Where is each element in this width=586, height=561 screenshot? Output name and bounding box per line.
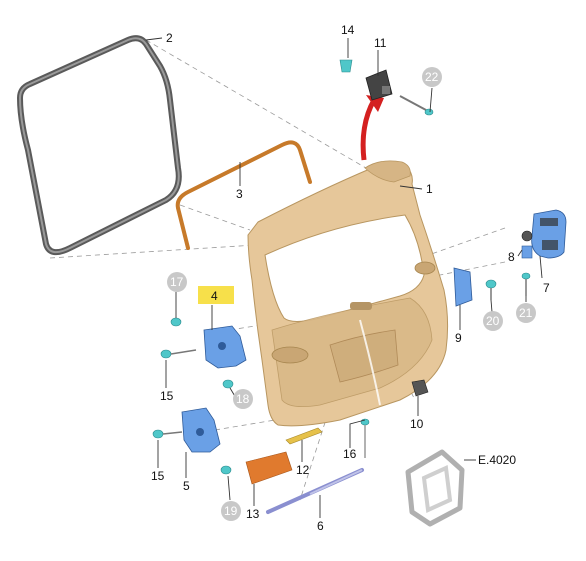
lower-hinge-part	[182, 408, 220, 452]
callout-1: 1	[426, 182, 433, 196]
callout-18: 18	[236, 392, 250, 406]
callout-13: 13	[246, 507, 260, 521]
pad-13	[246, 452, 292, 484]
fastener-19	[221, 466, 231, 474]
callout-15-lower: 15	[151, 469, 165, 483]
install-direction-arrow	[363, 95, 384, 160]
striker-part	[454, 268, 472, 306]
callout-6: 6	[317, 519, 324, 533]
callout-14: 14	[341, 23, 355, 37]
latch-bolt-8	[522, 231, 532, 258]
callout-16: 16	[343, 447, 357, 461]
fastener-15-upper	[161, 350, 196, 358]
fastener-21	[522, 273, 530, 296]
fastener-15-lower	[153, 430, 182, 438]
callout-22: 22	[425, 70, 439, 84]
fastener-20	[486, 280, 496, 300]
callout-10: 10	[410, 417, 424, 431]
callout-17: 17	[170, 275, 184, 289]
callout-5: 5	[183, 479, 190, 493]
callout-3: 3	[236, 187, 243, 201]
callout-4: 4	[211, 289, 218, 303]
fastener-18	[223, 380, 233, 388]
gas-strut-6	[268, 470, 362, 512]
seal-strip-12	[286, 428, 322, 444]
upper-hinge-part	[204, 326, 246, 368]
bump-stop-part	[366, 70, 392, 100]
door-seal-part	[20, 38, 179, 252]
bracket-e4020	[408, 452, 462, 524]
callout-19: 19	[224, 504, 238, 518]
callout-11: 11	[374, 36, 387, 50]
callout-21: 21	[519, 306, 533, 320]
callout-e4020: E.4020	[478, 453, 517, 467]
callout-15-upper: 15	[160, 389, 174, 403]
latch-part	[532, 210, 566, 258]
callout-12: 12	[296, 463, 310, 477]
fastener-14	[340, 60, 352, 72]
fastener-16	[361, 419, 369, 458]
callout-8: 8	[508, 250, 515, 264]
callout-9: 9	[455, 331, 462, 345]
callout-20: 20	[486, 314, 500, 328]
callout-2: 2	[166, 31, 173, 45]
fastener-17	[171, 318, 181, 326]
callout-7: 7	[543, 281, 550, 295]
fastener-22	[400, 96, 433, 115]
